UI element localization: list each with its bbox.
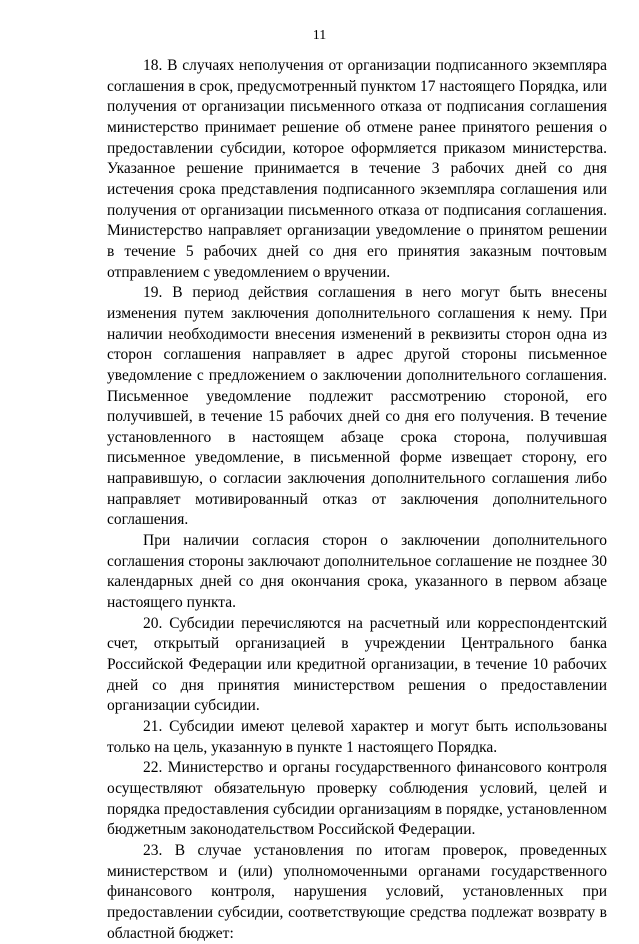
paragraph-21: 21. Субсидии имеют целевой характер и могут быть использованы только на цель, указанную в пункте 1 настоящего Порядка. bbox=[107, 718, 607, 756]
paragraph-19: 19. В период действия соглашения в него могут быть внесены изменения путем заключения дополнительного соглашения к нему. При наличии необходимости внесения изменений в реквизиты сторон одна из сторон соглашения направляет в адрес другой стороны письменное уведомление с предложением о заключении дополнительного соглашения. Письменное уведомление подлежит рассмотрению стороной, его получившей, в течение 15 рабочих дней со дня его получения. В течение установленного в настоящем абзаце срока сторона, получившая письменное уведомление, в письменной форме извещает сторону, его направившую, о согласии заключения дополнительного соглашения либо направляет мотивированный отказ от заключения дополнительного соглашения. bbox=[107, 284, 607, 529]
paragraph-23: 23. В случае установления по итогам проверок, проведенных министерством и (или) уполномоченными органами государственного финансового контроля, нарушения условий, установленных при предоставлении субсидии, соответствующие средства подлежат возврату в областной бюджет: bbox=[107, 841, 607, 942]
page-number: 11 bbox=[312, 28, 327, 43]
paragraph-22: 22. Министерство и органы государственного финансового контроля осуществляют обязательную проверку соблюдения условий, целей и порядка предоставления субсидии организациям в порядке, установленном бюджетным законодательством Российской Федерации. bbox=[107, 759, 607, 839]
paragraph-20: 20. Субсидии перечисляются на расчетный или корреспондентский счет, открытый организацией в учреждении Центрального банка Российской Федерации или кредитной организации, в течение 10 рабочих дней со дня принятия министерством решения о предоставлении организации субсидии. bbox=[107, 614, 607, 715]
paragraph-19-second-part: При наличии согласия сторон о заключении дополнительного соглашения стороны заключают дополнительное соглашение не позднее 30 календарных дней со дня окончания срока, указанного в первом абзаце настоящего пункта. bbox=[107, 532, 607, 612]
paragraph-18: 18. В случаях неполучения от организации подписанного экземпляра соглашения в срок, предусмотренный пунктом 17 настоящего Порядка, или получения от организации письменного отказа от подписания соглашения министерство принимает решение об отмене ранее принятого решения о предоставлении субсидии, которое оформляется приказом министерства. Указанное решение принимается в течение 3 рабочих дней со дня истечения срока представления подписанного экземпляра соглашения или получения от организации письменного отказа от подписания соглашения. Министерство направляет организации уведомление о принятом решении в течение 5 рабочих дней со дня его принятия заказным почтовым отправлением с уведомлением о вручении. bbox=[107, 57, 607, 281]
document-body bbox=[107, 56, 607, 944]
